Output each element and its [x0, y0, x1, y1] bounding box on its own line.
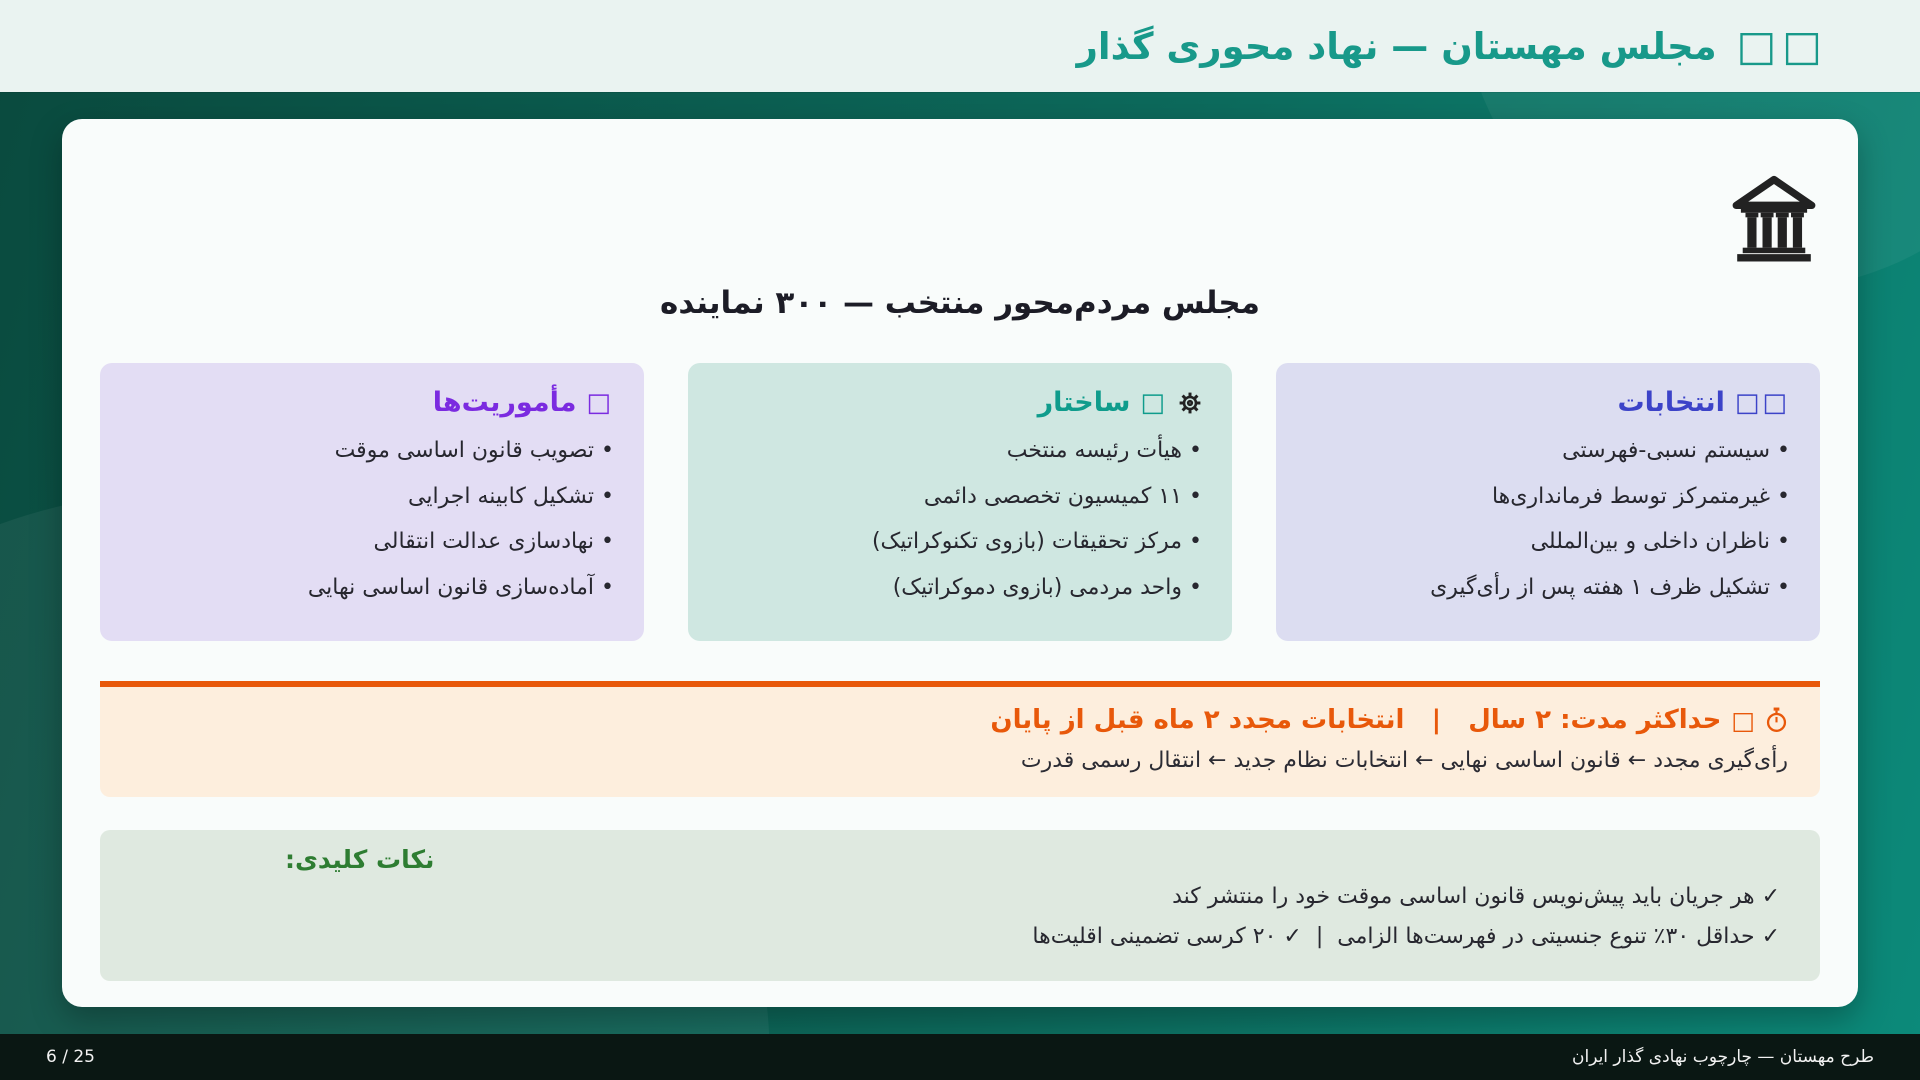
content-card: [62, 119, 1858, 1007]
list-item: • ناظران داخلی و بین‌المللی: [1306, 527, 1790, 557]
list-item: ✓ هر جریان باید پیش‌نویس قانون اساسی موقت خود را منتشر کند: [1172, 883, 1780, 909]
structure-box: [688, 363, 1232, 641]
header-title: مجلس مهستان — نهاد محوری گذار: [1076, 24, 1717, 68]
structure-box-title: ساختار: [1037, 387, 1131, 418]
keynotes-panel: [100, 830, 1820, 981]
keynotes-title: نکات کلیدی:: [285, 845, 435, 874]
ballot-placeholder-glyph-icon: □□: [1734, 387, 1790, 418]
missions-list: [130, 436, 614, 603]
missions-placeholder-glyph-icon: □: [586, 387, 614, 418]
elections-list: [1306, 436, 1790, 603]
footer-bar: [0, 1034, 1920, 1080]
info-boxes-row: [100, 363, 1820, 641]
list-item: • هیأت رئیسه منتخب: [718, 436, 1202, 466]
structure-list: [718, 436, 1202, 603]
transition-flow-text: رأی‌گیری مجدد ← قانون اساسی نهایی ← انتخابات نظام جدید ← انتقال رسمی قدرت: [1020, 748, 1788, 773]
structure-box-header: [718, 389, 1202, 416]
page-number: 6 / 25: [46, 1047, 95, 1067]
duration-banner: [100, 681, 1820, 797]
list-item: • ۱۱ کمیسیون تخصصی دائمی: [718, 482, 1202, 512]
missions-box: [100, 363, 644, 641]
footer-title: طرح مهستان — چارچوب نهادی گذار ایران: [1571, 1047, 1874, 1067]
stopwatch-icon: [1765, 707, 1788, 733]
list-item: • تشکیل کابینه اجرایی: [130, 482, 614, 512]
list-item: • سیستم نسبی-فهرستی: [1306, 436, 1790, 466]
header-bar: [0, 0, 1920, 92]
elections-box: [1276, 363, 1820, 641]
keynotes-list: [140, 882, 1780, 952]
structure-placeholder-glyph-icon: □: [1140, 387, 1168, 418]
slide-title: مجلس مردم‌محور منتخب — ۳۰۰ نماینده: [660, 285, 1260, 321]
missions-box-title: مأموریت‌ها: [432, 387, 577, 418]
list-item: • آماده‌سازی قانون اساسی نهایی: [130, 573, 614, 603]
list-item: ✓ حداقل ۳۰٪ تنوع جنسیتی در فهرست‌ها الزامی | ✓ ۲۰ کرسی تضمینی اقلیت‌ها: [1032, 924, 1780, 950]
elections-box-header: [1306, 389, 1790, 416]
gear-icon: [1178, 391, 1202, 415]
list-item: • غیرمتمرکز توسط فرمانداری‌ها: [1306, 482, 1790, 512]
missions-box-header: [130, 389, 614, 416]
list-item: • واحد مردمی (بازوی دموکراتیک): [718, 573, 1202, 603]
list-item: • تشکیل ظرف ۱ هفته پس از رأی‌گیری: [1306, 573, 1790, 603]
header-placeholder-glyph-icon: □□: [1736, 21, 1828, 70]
duration-header: [132, 707, 1788, 733]
elections-box-title: انتخابات: [1617, 387, 1725, 418]
list-item: • تصویب قانون اساسی موقت: [130, 436, 614, 466]
duration-title: حداکثر مدت: ۲ سال | انتخابات مجدد ۲ ماه قبل از پایان: [990, 705, 1722, 735]
bank-icon: [1728, 175, 1820, 267]
list-item: • مرکز تحقیقات (بازوی تکنوکراتیک): [718, 527, 1202, 557]
list-item: • نهادسازی عدالت انتقالی: [130, 527, 614, 557]
timer-placeholder-glyph-icon: □: [1731, 705, 1755, 735]
